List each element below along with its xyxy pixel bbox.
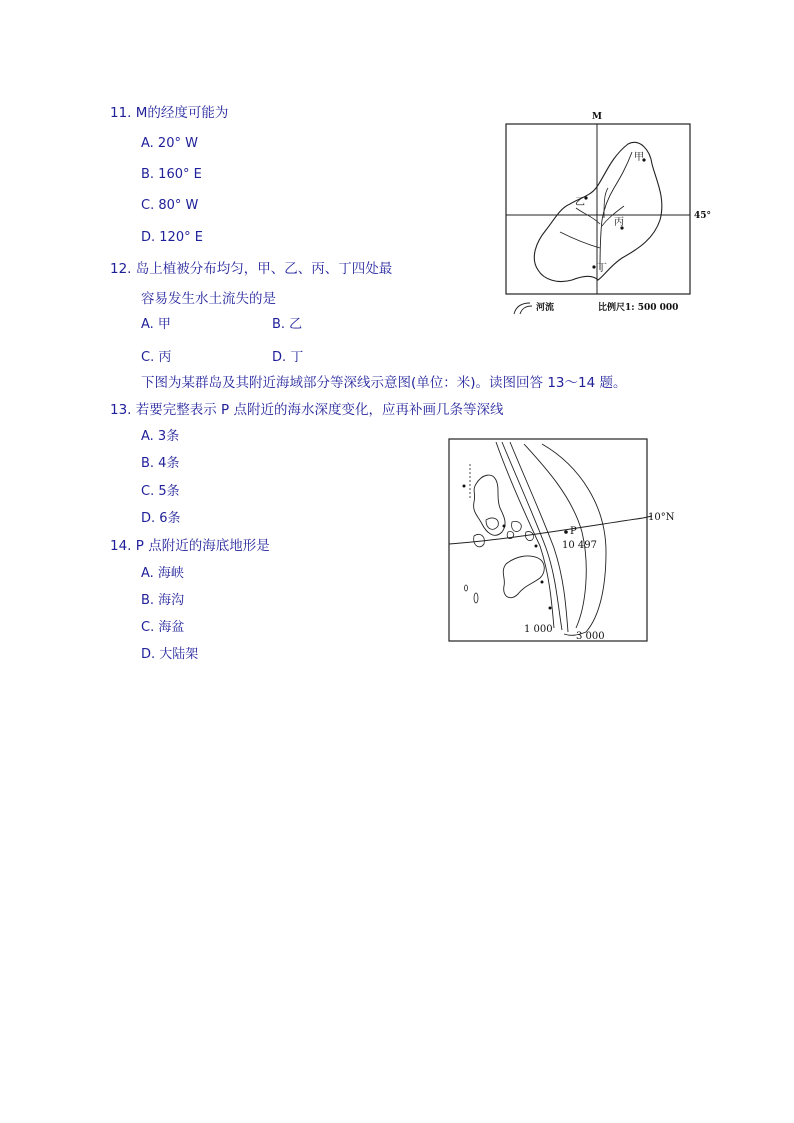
q12-option-b[interactable]: B. 乙 — [272, 317, 303, 332]
q12-option-c[interactable]: C. 丙 — [141, 350, 172, 365]
q14-option-d[interactable]: D. 大陆架 — [141, 647, 199, 662]
island-map-figure — [500, 108, 720, 318]
islet-1 — [474, 593, 478, 603]
q13-option-b[interactable]: B. 4条 — [141, 456, 180, 471]
islet-2 — [465, 585, 468, 591]
island-3 — [486, 518, 498, 529]
legend-river-label: 河流 — [536, 303, 555, 313]
q11-option-c[interactable]: C. 80° W — [141, 198, 199, 213]
river-main — [600, 152, 632, 270]
q14-option-c[interactable]: C. 海盆 — [141, 620, 185, 635]
q13-option-d[interactable]: D. 6条 — [141, 511, 181, 526]
parallel-label: 45° — [694, 211, 712, 221]
islet-dot-4 — [503, 525, 506, 528]
river-branch-4 — [604, 188, 608, 218]
meridian-label: M — [592, 112, 602, 122]
point-p-dot — [564, 530, 568, 534]
island-4 — [512, 521, 522, 531]
islet-dot-5 — [463, 485, 466, 488]
point-jia-label: 甲 — [634, 152, 644, 163]
point-ding-label: 丁 — [597, 263, 607, 274]
point-p-label: P — [570, 526, 577, 537]
island-outline — [534, 142, 662, 281]
q12-stem-line1: 12. 岛上植被分布均匀，甲、乙、丙、丁四处最 — [110, 261, 393, 277]
parallel-label: 10°N — [648, 512, 675, 523]
island-2 — [503, 556, 544, 598]
q12-option-d[interactable]: D. 丁 — [272, 350, 304, 365]
q14-stem: 14. P 点附近的海底地形是 — [110, 538, 270, 554]
point-ding-dot — [592, 265, 595, 268]
q12-stem-line2: 容易发生水土流失的是 — [141, 291, 276, 307]
contour-label-3000: 3 000 — [576, 631, 605, 642]
q14-option-b[interactable]: B. 海沟 — [141, 593, 185, 608]
map-frame — [449, 439, 647, 641]
q12-option-a[interactable]: A. 甲 — [141, 317, 171, 332]
q13-option-a[interactable]: A. 3条 — [141, 429, 180, 444]
river-branch-2 — [560, 232, 600, 248]
island-1 — [474, 475, 505, 535]
q11-stem: 11. M的经度可能为 — [110, 105, 229, 121]
islet-dot-3 — [535, 545, 538, 548]
legend-river-symbol — [514, 303, 530, 314]
isobath-3 — [510, 442, 568, 632]
isobath-2 — [502, 442, 562, 630]
islet-dot-2 — [541, 581, 544, 584]
q11-option-d[interactable]: D. 120° E — [141, 230, 203, 245]
q13-option-c[interactable]: C. 5条 — [141, 484, 180, 499]
q14-option-a[interactable]: A. 海峡 — [141, 566, 184, 581]
islet-dot-1 — [549, 607, 552, 610]
intro-text: 下图为某群岛及其附近海域部分等深线示意图(单位：米)。读图回答 13～14 题。 — [141, 375, 627, 391]
q11-option-a[interactable]: A. 20° W — [141, 136, 198, 151]
island-6 — [525, 532, 533, 541]
isobath-map-figure — [446, 436, 686, 646]
river-branch-1 — [576, 208, 600, 224]
q13-stem: 13. 若要完整表示 P 点附近的海水深度变化，应再补画几条等深线 — [110, 402, 504, 418]
scale-label: 比例尺1: 500 000 — [598, 303, 679, 313]
q11-option-b[interactable]: B. 160° E — [141, 167, 202, 182]
point-bing-label: 丙 — [614, 217, 624, 228]
point-yi-label: 乙 — [575, 197, 585, 208]
depth-value-label: 10 497 — [562, 540, 597, 551]
contour-label-1000: 1 000 — [524, 624, 553, 635]
